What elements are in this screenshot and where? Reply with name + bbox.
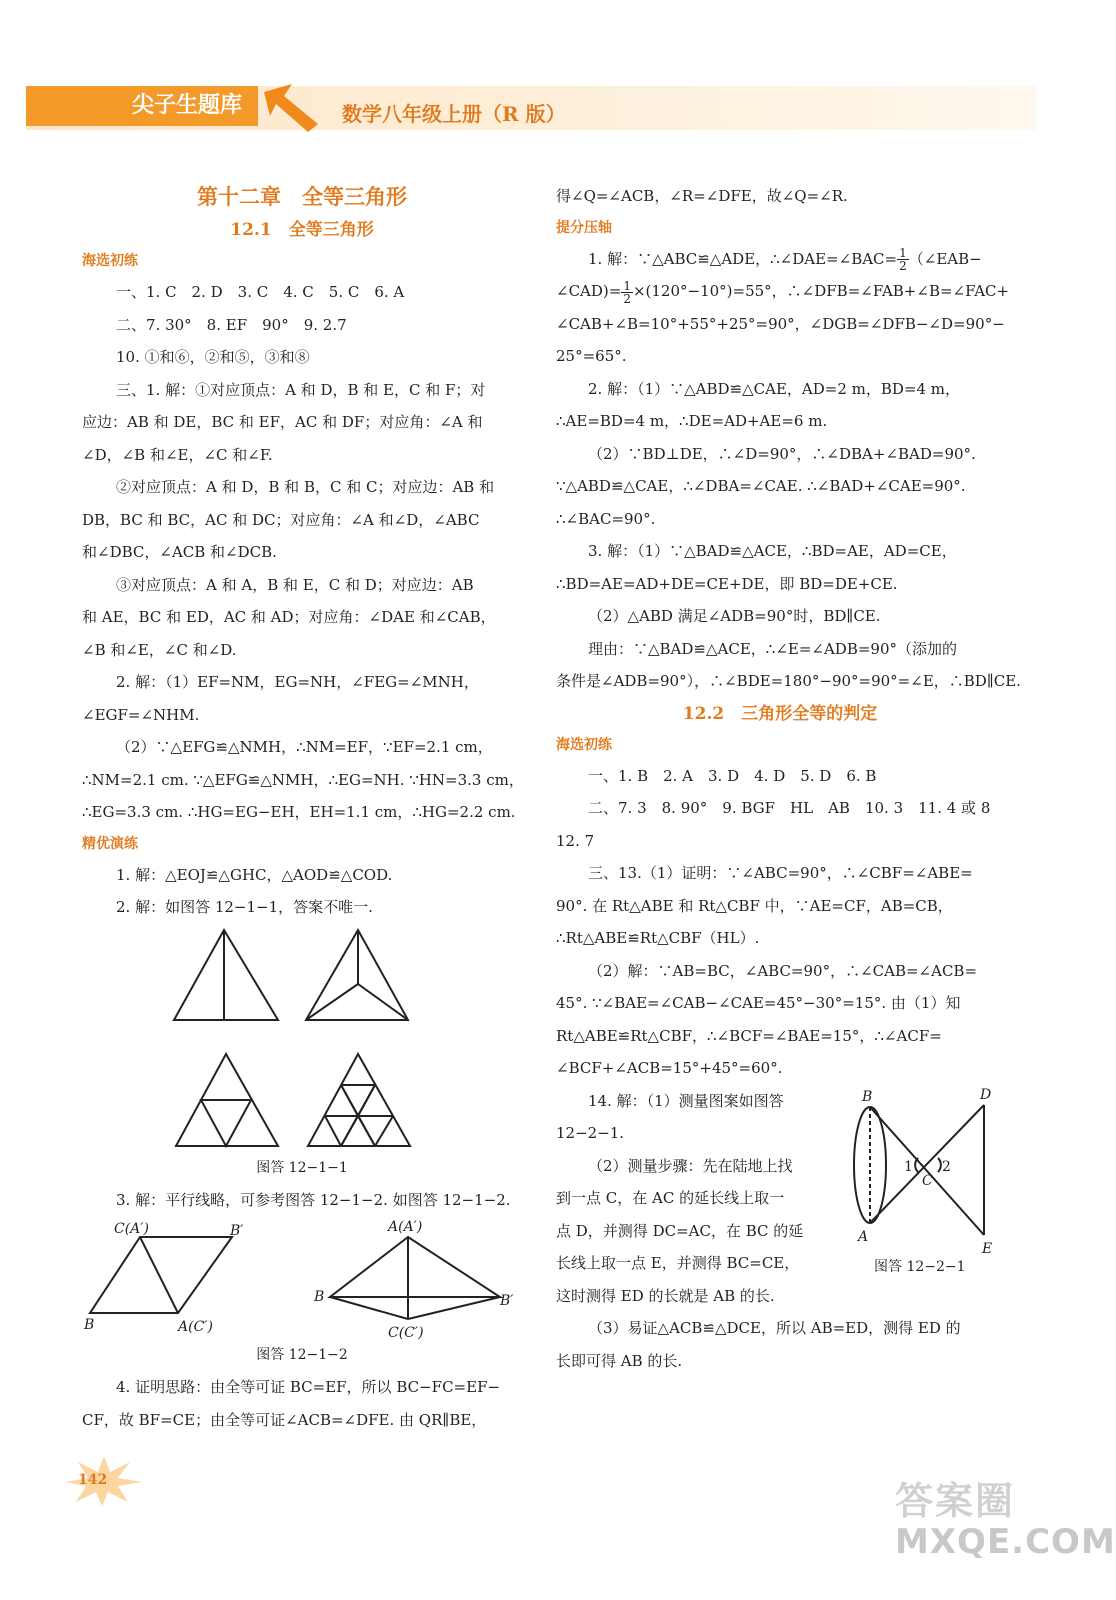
parallel-figure xyxy=(82,1217,522,1339)
answer-line: ∠EGF=∠NHM. xyxy=(82,705,200,724)
answer-line: 45°. ∵∠BAE=∠CAB−∠CAE=45°−30°=15°. 由（1）知 xyxy=(556,994,961,1012)
fig-label: 1 xyxy=(904,1158,913,1175)
answer-line: 得∠Q=∠ACB，∠R=∠DFE，故∠Q=∠R. xyxy=(556,187,848,205)
fig-label: B′ xyxy=(500,1292,514,1309)
answer-line: （2）解：∵AB=BC，∠ABC=90°，∴∠CAB=∠ACB= xyxy=(588,961,978,980)
figure-caption: 图答 12−1−2 xyxy=(256,1346,348,1363)
fraction xyxy=(897,247,909,272)
section-title: 12.2 三角形全等的判定 xyxy=(682,703,878,724)
answer-line: （2）测量步骤：先在陆地上找 xyxy=(588,1156,793,1175)
answer-line: ∠BCF+∠ACB=15°+45°=60°. xyxy=(556,1059,783,1077)
text-part: ×(120°−10°)=55°，∴∠DFB=∠FAB+∠B=∠FAC+ xyxy=(632,282,1010,300)
watermark-url: MXQE.COM xyxy=(895,1522,1116,1562)
text-part: ∠CAD)= xyxy=(556,282,622,300)
answer-line xyxy=(556,275,1010,308)
right-column xyxy=(556,180,1021,1377)
answer-line: Rt△ABE≌Rt△CBF，∴∠BCF=∠BAE=15°，∴∠ACF= xyxy=(556,1026,942,1045)
answer-line: 这时测得 ED 的长就是 AB 的长. xyxy=(556,1286,775,1305)
fig-label: B xyxy=(84,1316,95,1333)
answer-line: ∠CAB+∠B=10°+55°+25°=90°，∠DGB=∠DFB−∠D=90°− xyxy=(556,314,1005,333)
answer-line: 1. 解：△EOJ≌△GHC，△AOD≌△COD. xyxy=(116,865,393,884)
answer-line: ∴∠BAC=90°. xyxy=(556,509,656,528)
fraction-num: 1 xyxy=(899,246,907,260)
watermark-logo: 答案圈 xyxy=(895,1479,1016,1523)
answer-line: 和 AE，BC 和 ED，AC 和 AD；对应角：∠DAE 和∠CAB， xyxy=(82,608,496,626)
section-title: 12.1 全等三角形 xyxy=(230,220,374,240)
answer-line: ∴NM=2.1 cm. ∵△EFG≌△NMH，∴EG=NH. ∵HN=3.3 cm， xyxy=(82,770,524,789)
answer-line: 二、7. 3 8. 90° 9. BGF HL AB 10. 3 11. 4 或 8 xyxy=(588,799,991,817)
pond-figure xyxy=(846,1085,1006,1275)
book-title: 数学八年级上册（R 版） xyxy=(342,102,566,126)
triangle-figure xyxy=(82,924,522,1152)
answer-line: （2）∵BD⊥DE，∴∠D=90°，∴∠DBA+∠BAD=90°. xyxy=(588,444,976,463)
answer-line: （2）∵△EFG≌△NMH，∴NM=EF，∵EF=2.1 cm， xyxy=(116,738,493,756)
answer-line: 三、13.（1）证明：∵∠ABC=90°，∴∠CBF=∠ABE= xyxy=(588,864,973,882)
answer-line: 点 D，并测得 DC=AC，在 BC 的延 xyxy=(556,1221,804,1240)
answer-line: 条件是∠ADB=90°），∴∠BDE=180°−90°=90°=∠E，∴BD∥CE. xyxy=(556,672,1021,690)
fig-label: C(A′) xyxy=(114,1220,149,1237)
answer-line: ∵△ABD≌△CAE，∴∠DBA=∠CAE. ∴∠BAD+∠CAE=90°. xyxy=(556,477,966,495)
answer-line: ∴BD=AE=AD+DE=CE+DE，即 BD=DE+CE. xyxy=(556,574,898,593)
answer-line: 2. 解：（1）EF=NM，EG=NH，∠FEG=∠MNH， xyxy=(116,673,479,691)
answer-line: 一、1. C 2. D 3. C 4. C 5. C 6. A xyxy=(116,283,405,301)
answer-line: 3. 解：平行线略，可参考图答 12−1−2. 如图答 12−1−2. xyxy=(116,1191,511,1209)
fig-label: A(C′) xyxy=(178,1318,213,1335)
answer-line: 到一点 C，在 AC 的延长线上取一 xyxy=(556,1189,785,1207)
answer-line: 12−2−1. xyxy=(556,1124,625,1142)
fraction-den: 2 xyxy=(899,259,907,273)
fig-label: B′ xyxy=(230,1222,244,1239)
answer-line: 25°=65°. xyxy=(556,347,627,365)
fig-label: D xyxy=(980,1086,992,1103)
page-number: 142 xyxy=(78,1472,108,1488)
text-part: 1. 解：∵△ABC≌△ADE，∴∠DAE=∠BAC= xyxy=(588,249,898,268)
fig-label: B xyxy=(314,1288,325,1305)
answer-line: 长即可得 AB 的长. xyxy=(556,1351,683,1370)
answer-line: 应边：AB 和 DE，BC 和 EF，AC 和 DF；对应角：∠A 和 xyxy=(82,413,483,431)
answer-line: ∠D，∠B 和∠E，∠C 和∠F. xyxy=(82,445,273,464)
fig-label: C xyxy=(922,1172,933,1189)
brand-title: 尖子生题库 xyxy=(26,86,258,126)
label-lift: 提分压轴 xyxy=(556,219,612,236)
answer-line: 2. 解：如图答 12−1−1，答案不唯一. xyxy=(116,898,373,916)
fraction-num: 1 xyxy=(623,278,631,293)
fraction-den: 2 xyxy=(623,291,631,306)
answer-line: 一、1. B 2. A 3. D 4. D 5. D 6. B xyxy=(588,766,877,785)
answer-line: ③对应顶点：A 和 A，B 和 E，C 和 D；对应边：AB xyxy=(116,575,474,594)
arrow-icon xyxy=(262,82,322,134)
answer-line: ∴EG=3.3 cm. ∴HG=EG−EH，EH=1.1 cm，∴HG=2.2 cm. xyxy=(82,803,516,821)
answer-line: （3）易证△ACB≌△DCE，所以 AB=ED，测得 ED 的 xyxy=(588,1319,961,1337)
fraction xyxy=(621,280,633,305)
answer-line: 10. ①和⑥，②和⑤，③和⑧ xyxy=(116,348,310,366)
answer-line: 3. 解：（1）∵△BAD≌△ACE，∴BD=AE，AD=CE， xyxy=(588,542,957,560)
measure-section xyxy=(556,1085,1004,1313)
answer-line: 三、1. 解：①对应顶点：A 和 D，B 和 E，C 和 F；对 xyxy=(116,380,486,399)
answer-line: 长线上取一点 E，并测得 BC=CE， xyxy=(556,1254,800,1272)
fig-label: E xyxy=(982,1240,993,1257)
answer-line: CF，故 BF=CE；由全等可证∠ACB=∠DFE. 由 QR∥BE， xyxy=(82,1410,487,1429)
fig-label: A(A′) xyxy=(388,1218,423,1235)
answer-line: 4. 证明思路：由全等可证 BC=EF，所以 BC−FC=EF− xyxy=(116,1378,501,1396)
text-part: （∠EAB− xyxy=(908,249,982,268)
answer-line: 90°. 在 Rt△ABE 和 Rt△CBF 中，∵AE=CF，AB=CB， xyxy=(556,896,953,915)
answer-line: 2. 解：（1）∵△ABD≌△CAE，AD=2 m，BD=4 m， xyxy=(588,379,961,398)
figure-caption: 图答 12−2−1 xyxy=(874,1258,966,1275)
answer-line: ②对应顶点：A 和 D，B 和 B，C 和 C；对应边：AB 和 xyxy=(116,478,495,496)
fig-label: C(C′) xyxy=(388,1324,424,1341)
answer-line: 12. 7 xyxy=(556,831,595,850)
fig-label: B xyxy=(862,1088,873,1105)
figure-caption: 图答 12−1−1 xyxy=(256,1159,348,1176)
answer-line: 和∠DBC，∠ACB 和∠DCB. xyxy=(82,543,277,561)
fig-label: A xyxy=(858,1228,869,1245)
chapter-title: 第十二章 全等三角形 xyxy=(197,184,407,209)
answer-line: ∴AE=BD=4 m，∴DE=AD+AE=6 m. xyxy=(556,412,828,430)
label-pro: 精优演练 xyxy=(82,835,138,852)
fig-label: 2 xyxy=(942,1158,951,1175)
answer-line: ∠B 和∠E，∠C 和∠D. xyxy=(82,640,237,659)
label-basic: 海选初练 xyxy=(82,253,138,269)
answer-line: ∴Rt△ABE≌Rt△CBF（HL）. xyxy=(556,929,760,947)
answer-line xyxy=(556,243,1004,276)
label-basic: 海选初练 xyxy=(556,736,612,753)
answer-line: 理由：∵△BAD≌△ACE，∴∠E=∠ADB=90°（添加的 xyxy=(588,639,958,658)
answer-line: DB，BC 和 BC，AC 和 DC；对应角：∠A 和∠D，∠ABC xyxy=(82,510,480,529)
answer-line: 14. 解：（1）测量图案如图答 xyxy=(588,1091,784,1110)
answer-line: （2）△ABD 满足∠ADB=90°时，BD∥CE. xyxy=(588,607,881,625)
answer-line: 二、7. 30° 8. EF 90° 9. 2.7 xyxy=(116,315,347,334)
left-column xyxy=(82,180,522,1436)
